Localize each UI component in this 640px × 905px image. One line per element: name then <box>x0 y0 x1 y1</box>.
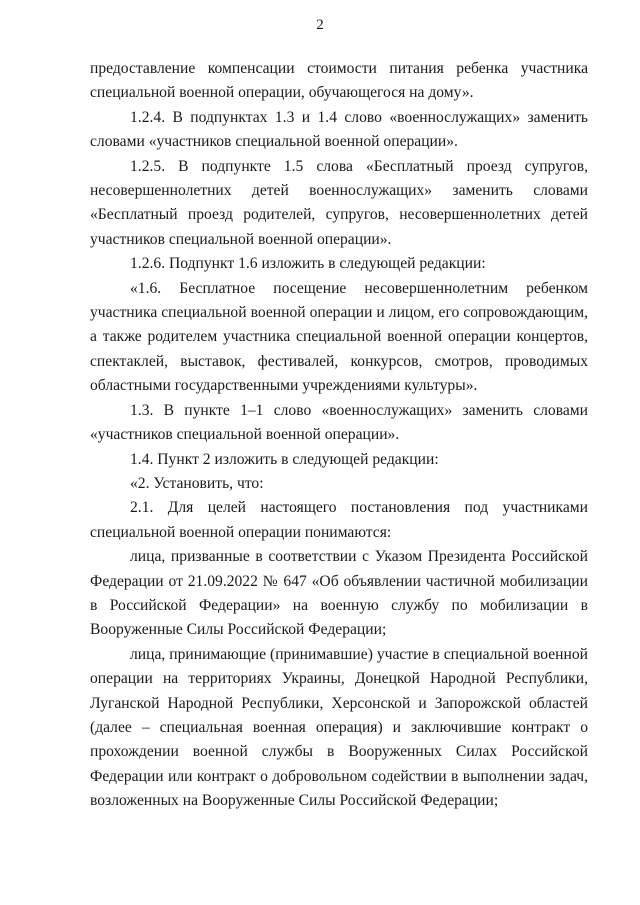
paragraph: 1.4. Пункт 2 изложить в следующей редакции: <box>130 450 439 468</box>
paragraph: 1.2.4. В подпунктах 1.3 и 1.4 слово «военнослужащих» заменить словами «участников специальной военной операции». <box>90 108 588 151</box>
paragraph: 1.2.5. В подпункте 1.5 слова «Бесплатный проезд супругов, несовершеннолетних детей военнослужащих» заменить словами «Бесплатный проезд родителей, супругов, несовершеннолетних детей участников специальной военной операции». <box>90 157 588 248</box>
paragraph: 2.1. Для целей настоящего постановления под участниками специальной военной операции понимаются: <box>90 499 588 541</box>
paragraph: 1.3. В пункте 1–1 слово «военнослужащих» заменить словами «участников специальной военной операции». <box>90 401 588 444</box>
document-body <box>90 57 588 814</box>
paragraph: лица, принимающие (принимавшие) участие в специальной военной операции на территориях Украины, Донецкой Народной Республики, Луганской Народной Республики, Херсонской и Запорожской областей (далее – специальная военная операция) и заключившие контракт о прохождении военной службы в Вооруженных Силах Российской Федерации или контракт о добровольном содействии в выполнении задач, возложенных на Вооруженные Силы Российской Федерации; <box>90 645 588 810</box>
paragraph: «1.6. Бесплатное посещение несовершеннолетним ребенком участника специальной военной операции и лицом, его сопровождающим, а также родителем участника специальной военной операции концертов, спектаклей, выставок, фестивалей, конкурсов, смотров, проводимых областными государственными учреждениями культуры». <box>90 279 588 395</box>
paragraph: 1.2.6. Подпункт 1.6 изложить в следующей редакции: <box>130 255 486 273</box>
paragraph: предоставление компенсации стоимости питания ребенка участника специальной военной операции, обучающегося на дому». <box>90 60 588 102</box>
paragraph: «2. Установить, что: <box>130 474 264 492</box>
paragraph: лица, призванные в соответствии с Указом Президента Российской Федерации от 21.09.2022 № 647 «Об объявлении частичной мобилизации в Российской Федерации» на военную службу по мобилизации в Вооруженные Силы Российской Федерации; <box>90 548 588 639</box>
page-number: 2 <box>316 17 324 33</box>
